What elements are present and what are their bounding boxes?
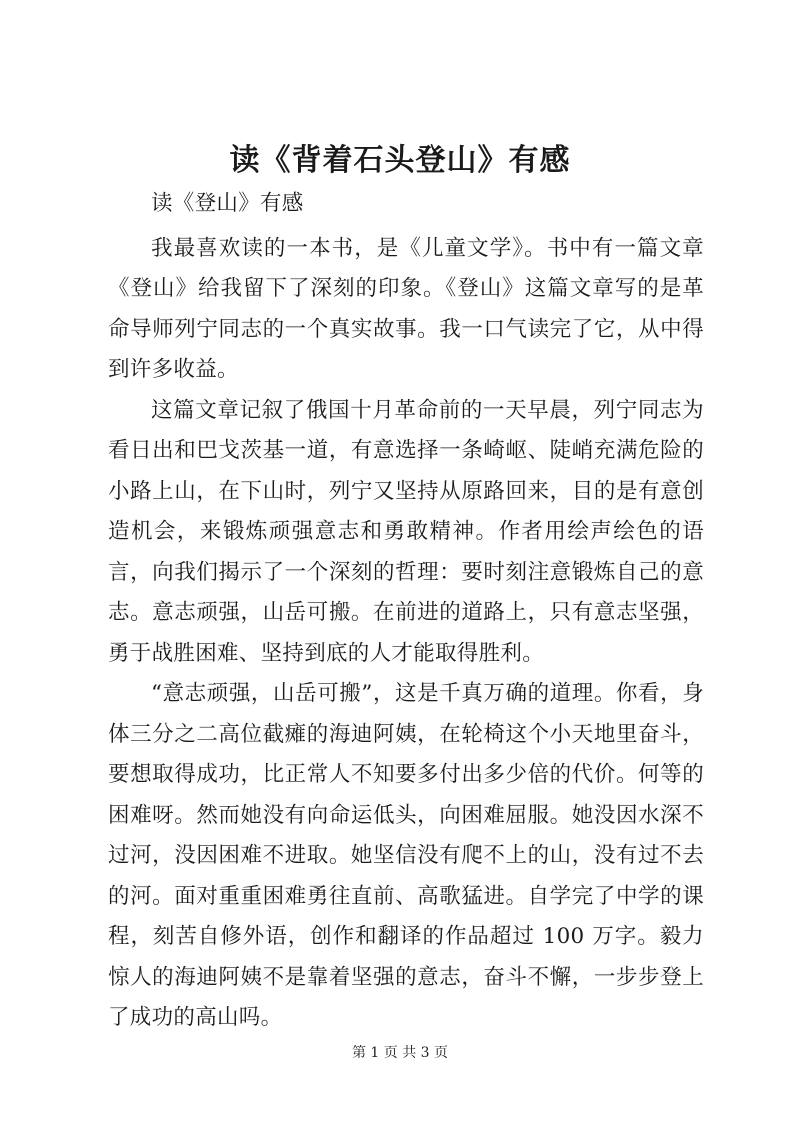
document-subtitle: 读《登山》有感	[151, 191, 304, 216]
paragraph-2: 这篇文章记叙了俄国十月革命前的一天早晨，列宁同志为看日出和巴戈茨基一道，有意选择一条崎岖、陡峭充满危险的小路上山，在下山时，列宁又坚持从原路回来，目的是有意创造机会，来锻炼顽强意志和勇敢精神。作者用绘声绘色的语言，向我们揭示了一个深刻的哲理：要时刻注意锻炼自己的意志。意志顽强，山岳可搬。在前进的道路上，只有意志坚强，勇于战胜困难、坚持到底的人才能取得胜利。	[108, 397, 704, 666]
document-title: 读《背着石头登山》有感	[229, 143, 571, 178]
paragraph-3: “意志顽强，山岳可搬”，这是千真万确的道理。你看，身体三分之二高位截瘫的海迪阿姨，在轮椅这个小天地里奋斗，要想取得成功，比正常人不知要多付出多少倍的代价。何等的困难呀。然而她没有向命运低头，向困难屈服。她没因水深不过河，没因困难不进取。她坚信没有爬不上的山，没有过不去的河。面对重重困难勇往直前、高歌猛进。自学完了中学的课程，刻苦自修外语，创作和翻译的作品超过 100 万字。毅力惊人的海迪阿姨不是靠着坚强的意志，奋斗不懈，一步步登上了成功的高山吗。	[108, 681, 704, 1030]
document-body	[108, 184, 704, 1039]
page-number-footer: 第 1 页 共 3 页	[351, 1045, 449, 1061]
paragraph-1: 我最喜欢读的一本书，是《儿童文学》。书中有一篇文章《登山》给我留下了深刻的印象。《登山》这篇文章写的是革命导师列宁同志的一个真实故事。我一口气读完了它，从中得到许多收益。	[108, 235, 704, 382]
